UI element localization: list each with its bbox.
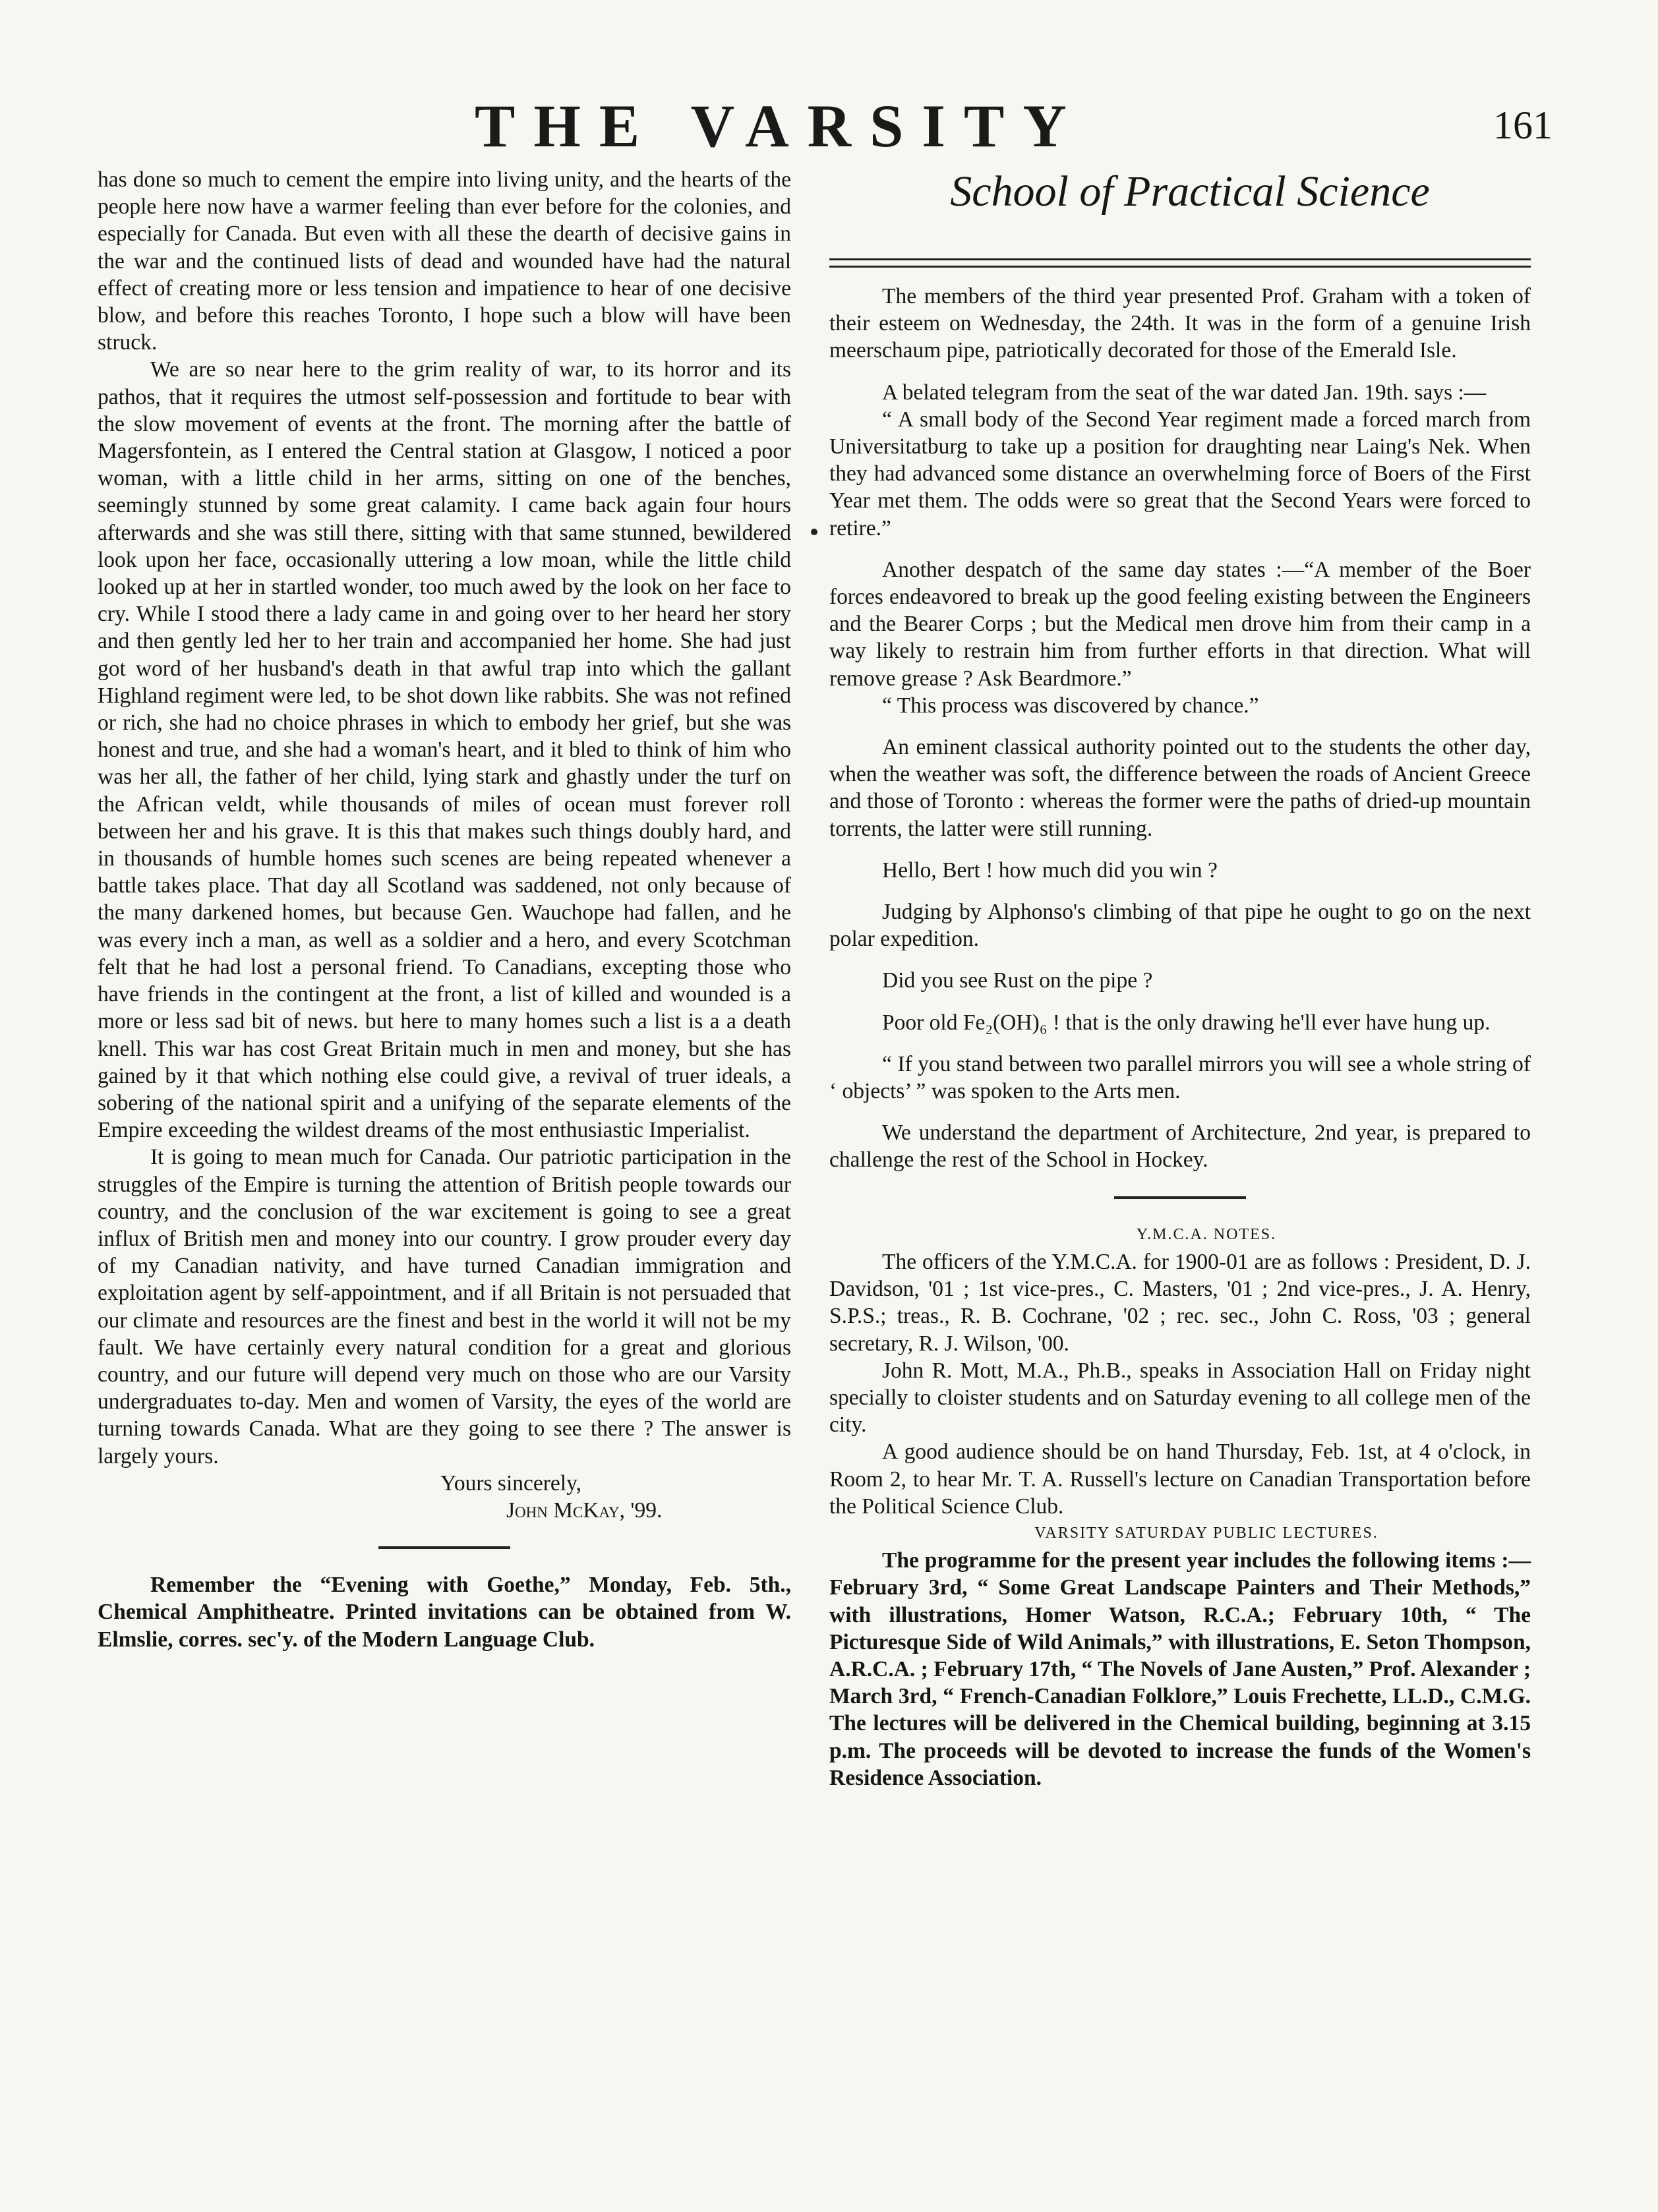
masthead: [105, 78, 1553, 160]
article-paragraph: A belated telegram from the seat of the war dated Jan. 19th. says :—: [882, 380, 1487, 405]
letter-signature: John McKay, '99.: [506, 1498, 663, 1523]
lectures-heading: VARSITY SATURDAY PUBLIC LECTURES.: [1034, 1524, 1378, 1542]
article-paragraph: Poor old Fe₂(OH)₆ ! that is the only drawing he'll ever have hung up.: [882, 1010, 1491, 1035]
divider: [1114, 1196, 1246, 1199]
divider: [829, 266, 1531, 268]
article-paragraph: John R. Mott, M.A., Ph.B., speaks in Association Hall on Friday night specially to cloister students and on Saturday evening to all college men of the city.: [829, 1358, 1531, 1438]
ymca-heading: Y.M.C.A. NOTES.: [1136, 1225, 1277, 1243]
goethe-notice: Remember the “Evening with Goethe,” Monday, Feb. 5th., Chemical Amphitheatre. Printed invitations can be obtained from W. Elmslie, corres. sec'y. of the Modern Language Club.: [98, 1573, 791, 1652]
article-paragraph: Judging by Alphonso's climbing of that pipe he ought to go on the next polar expedition.: [829, 900, 1531, 952]
divider: [378, 1546, 510, 1549]
article-paragraph: We understand the department of Architecture, 2nd year, is prepared to challenge the rest of the School in Hockey.: [829, 1121, 1531, 1173]
article-paragraph: Another despatch of the same day states :—“A member of the Boer forces endeavored to break up the good feeling existing between the Engineers and the Bearer Corps ; but the Medical men drove him from their camp in a way likely to restrain him from further efforts in that direction. What will remove grease ? Ask Beardmore.”: [829, 557, 1531, 691]
article-paragraph: “ This process was discovered by chance.”: [882, 693, 1259, 718]
article-paragraph: An eminent classical authority pointed out to the students the other day, when the weather was soft, the difference between the roads of Ancient Greece and those of Toronto : whereas the former were the paths of dried-up mountain torrents, the latter were still running.: [829, 735, 1531, 841]
margin-dot: [811, 529, 817, 535]
article-paragraph: Hello, Bert ! how much did you win ?: [882, 858, 1218, 883]
article-paragraph: We are so near here to the grim reality of war, to its horror and its pathos, that it requires the utmost self-possession and fortitude to bear with the slow movement of events at the front. The morning after the battle of Magersfontein, as I entered the Central station at Glasgow, I noticed a poor woman, with a little child in her arms, sitting on one of the benches, seemingly stunned by some great calamity. I came back again four hours afterwards and she was still there, sitting with that same stunned, bewildered look upon her face, occasionally uttering a low moan, while the little child looked up at her in startled wonder, too much awed by the look on her face to cry. While I stood there a lady came in and going over to her heard her story and then gently led her to her train and accompanied her home. She had just got word of her husband's death in that awful trap into which the gallant Highland regiment were led, to be shot down like rabbits. She was not refined or rich, she had no choice phrases in which to embody her grief, but she was honest and true, and she had a woman's heart, and it bled to think of him who was her all, the father of her child, lying stark and ghastly under the turf on the African veldt, while thousands of miles of ocean must forever roll between her and his grave. It is this that makes such things doubly hard, and in thousands of humble homes such scenes are being repeated whenever a battle takes place. That day all Scotland was saddened, not only because of the many darkened homes, but because Gen. Wauchope had fallen, and he was every inch a man, as well as a soldier and a hero, and every Scotchman felt that he had lost a personal friend. To Canadians, excepting those who have friends in the contingent at the front, a list of killed and wounded is a more or less sad bit of news. but here to many homes such a list is a a death knell. This war has cost Great Britain much in men and money, but she has gained by it that which nothing else could give, a revival of truer ideals, a sobering of the national spirit and a unifying of the separate elements of the Empire exceeding the wildest dreams of the most enthusiastic Imperialist.: [98, 357, 791, 1143]
section-title: School of Practical Science: [950, 167, 1430, 216]
article-paragraph: A good audience should be on hand Thursday, Feb. 1st, at 4 o'clock, in Room 2, to hear Mr. T. A. Russell's lecture on Canadian Transportation before the Political Science Club.: [829, 1440, 1531, 1519]
page-number: 161: [1493, 103, 1553, 147]
letter-closing: Yours sincerely,: [440, 1470, 582, 1496]
article-paragraph: has done so much to cement the empire into living unity, and the hearts of the people here now have a warmer feeling than ever before for the colonies, and especially for Canada. But even with all these the dearth of decisive gains in the war and the continued lists of dead and wounded have had the natural effect of creating more or less tension and impatience to hear of one decisive blow, and before this reaches Toronto, I hope such a blow will have been struck.: [98, 167, 791, 355]
article-paragraph: The members of the third year presented Prof. Graham with a token of their esteem on Wednesday, the 24th. It was in the form of a genuine Irish meerschaum pipe, patriotically decorated for those of the Emerald Isle.: [829, 284, 1531, 363]
article-paragraph: The programme for the present year includes the following items :—February 3rd, “ Some Great Landscape Painters and Their Methods,” with illustrations, Homer Watson, R.C.A.; February 10th, “ The Picturesque Side of Wild Animals,” with illustrations, E. Seton Thompson, A.R.C.A. ; February 17th, “ The Novels of Jane Austen,” Prof. Alexander ; March 3rd, “ French-Canadian Folklore,” Louis Frechette, LL.D., C.M.G. The lectures will be delivered in the Chemical building, beginning at 3.15 p.m. The proceeds will be devoted to increase the funds of the Women's Residence Association.: [829, 1548, 1531, 1790]
article-paragraph: It is going to mean much for Canada. Our patriotic participation in the struggles of the Empire is turning the attention of British people towards our country, and the conclusion of the war excitement is going to see a great influx of British men and money into our country. I grow prouder every day of my Canadian nativity, and have turned Canadian immigration and exploitation agent by self-appointment, and if all Britain is not persuaded that our climate and resources are the finest and best in the world it will not be my fault. We have certainly every natural condition for a great and glorious country, and our future will depend very much on those who are our Varsity undergraduates to-day. Men and women of Varsity, the eyes of the world are turning towards Canada. What are they going to see there ? The answer is largely yours.: [98, 1145, 791, 1469]
left-column: [98, 166, 791, 1653]
section-header: [829, 166, 1531, 260]
article-paragraph: “ A small body of the Second Year regiment made a forced march from Universitatburg to take up a position for draughting near Laing's Nek. When they had advanced some distance an overwhelming force of Boers of the First Year met them. The odds were so great that the Second Years were forced to retire.”: [829, 407, 1531, 540]
article-paragraph: “ If you stand between two parallel mirrors you will see a whole string of ‘ objects’ ” was spoken to the Arts men.: [829, 1051, 1531, 1104]
publication-title: THE VARSITY: [475, 92, 1085, 160]
article-paragraph: Did you see Rust on the pipe ?: [882, 968, 1153, 993]
right-column: [829, 166, 1531, 1791]
article-paragraph: The officers of the Y.M.C.A. for 1900-01 are as follows : President, D. J. Davidson, '01 ; 1st vice-pres., C. Masters, '01 ; 2nd vice-pres., J. A. Henry, S.P.S.; treas., R. B. Cochrane, '02 ; rec. sec., John C. Ross, '03 ; general secretary, R. J. Wilson, '00.: [829, 1249, 1531, 1356]
